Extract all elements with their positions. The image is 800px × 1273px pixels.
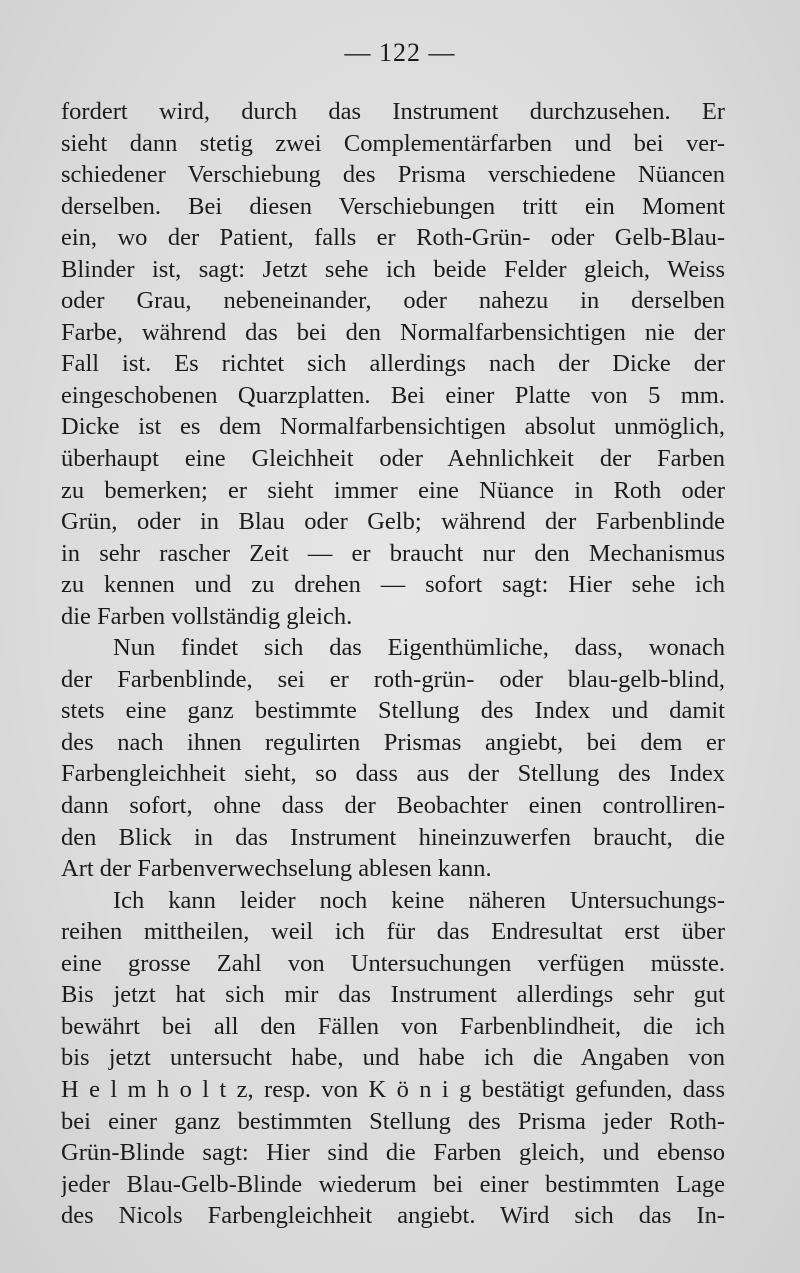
text-line: Farbe, während das bei den Normalfarbensichtigen nie der [61,318,725,346]
text-line: in sehr rascher Zeit — er braucht nur den Mechanismus [61,539,725,567]
text-line: Grün, oder in Blau oder Gelb; während der Farbenblinde [61,508,725,536]
text-line: des Nicols Farbengleichheit angiebt. Wird sich das In- [61,1202,725,1230]
text-line: oder Grau, nebeneinander, oder nahezu in derselben [61,287,725,315]
text-line: sieht dann stetig zwei Complementärfarben und bei ver- [61,129,725,157]
text-line: Farbengleichheit sieht, so dass aus der Stellung des Index [61,760,725,788]
text-line: bewährt bei all den Fällen von Farbenblindheit, die ich [61,1012,725,1040]
text-line: Grün-Blinde sagt: Hier sind die Farben gleich, und ebenso [61,1139,725,1167]
text-line: den Blick in das Instrument hineinzuwerfen braucht, die [61,823,725,851]
text-line: zu bemerken; er sieht immer eine Nüance in Roth oder [61,476,725,504]
text-line: stets eine ganz bestimmte Stellung des Index und damit [61,697,725,725]
text-line: reihen mittheilen, weil ich für das Endresultat erst über [61,918,725,946]
page-number: — 122 — [344,38,456,67]
text-line: Ich kann leider noch keine näheren Untersuchungs- [113,886,725,914]
text-line: jeder Blau-Gelb-Blinde wiederum bei einer bestimmten Lage [61,1170,725,1198]
text-line: eingeschobenen Quarzplatten. Bei einer Platte von 5 mm. [61,381,725,409]
text-line: Bis jetzt hat sich mir das Instrument allerdings sehr gut [61,981,725,1009]
text-line: bis jetzt untersucht habe, und habe ich die Angaben von [61,1044,725,1072]
text-line: Art der Farbenverwechselung ablesen kann. [61,855,492,883]
text-line: Blinder ist, sagt: Jetzt sehe ich beide Felder gleich, Weiss [61,255,725,283]
text-line: H e l m h o l t z, resp. von K ö n i g bestätigt gefunden, dass [61,1075,725,1103]
text-line: die Farben vollständig gleich. [61,602,353,630]
text-line: eine grosse Zahl von Untersuchungen verfügen müsste. [61,949,725,977]
text-line: schiedener Verschiebung des Prisma verschiedene Nüancen [61,161,725,189]
text-line: Nun findet sich das Eigenthümliche, dass, wonach [113,634,725,662]
text-line: dann sofort, ohne dass der Beobachter einen controlliren- [61,792,725,820]
text-line: derselben. Bei diesen Verschiebungen tritt ein Moment [61,192,725,220]
text-line: ein, wo der Patient, falls er Roth-Grün- oder Gelb-Blau- [61,224,725,252]
text-line: überhaupt eine Gleichheit oder Aehnlichkeit der Farben [61,445,725,473]
text-line: Fall ist. Es richtet sich allerdings nach der Dicke der [61,350,725,378]
text-line: zu kennen und zu drehen — sofort sagt: Hier sehe ich [61,571,725,599]
text-line: der Farbenblinde, sei er roth-grün- oder blau-gelb-blind, [61,665,725,693]
body-text [61,96,725,1232]
text-line: bei einer ganz bestimmten Stellung des Prisma jeder Roth- [61,1107,725,1135]
text-line: Dicke ist es dem Normalfarbensichtigen absolut unmöglich, [61,413,725,441]
text-line: des nach ihnen regulirten Prismas angiebt, bei dem er [61,728,725,756]
text-line: fordert wird, durch das Instrument durchzusehen. Er [61,98,725,125]
